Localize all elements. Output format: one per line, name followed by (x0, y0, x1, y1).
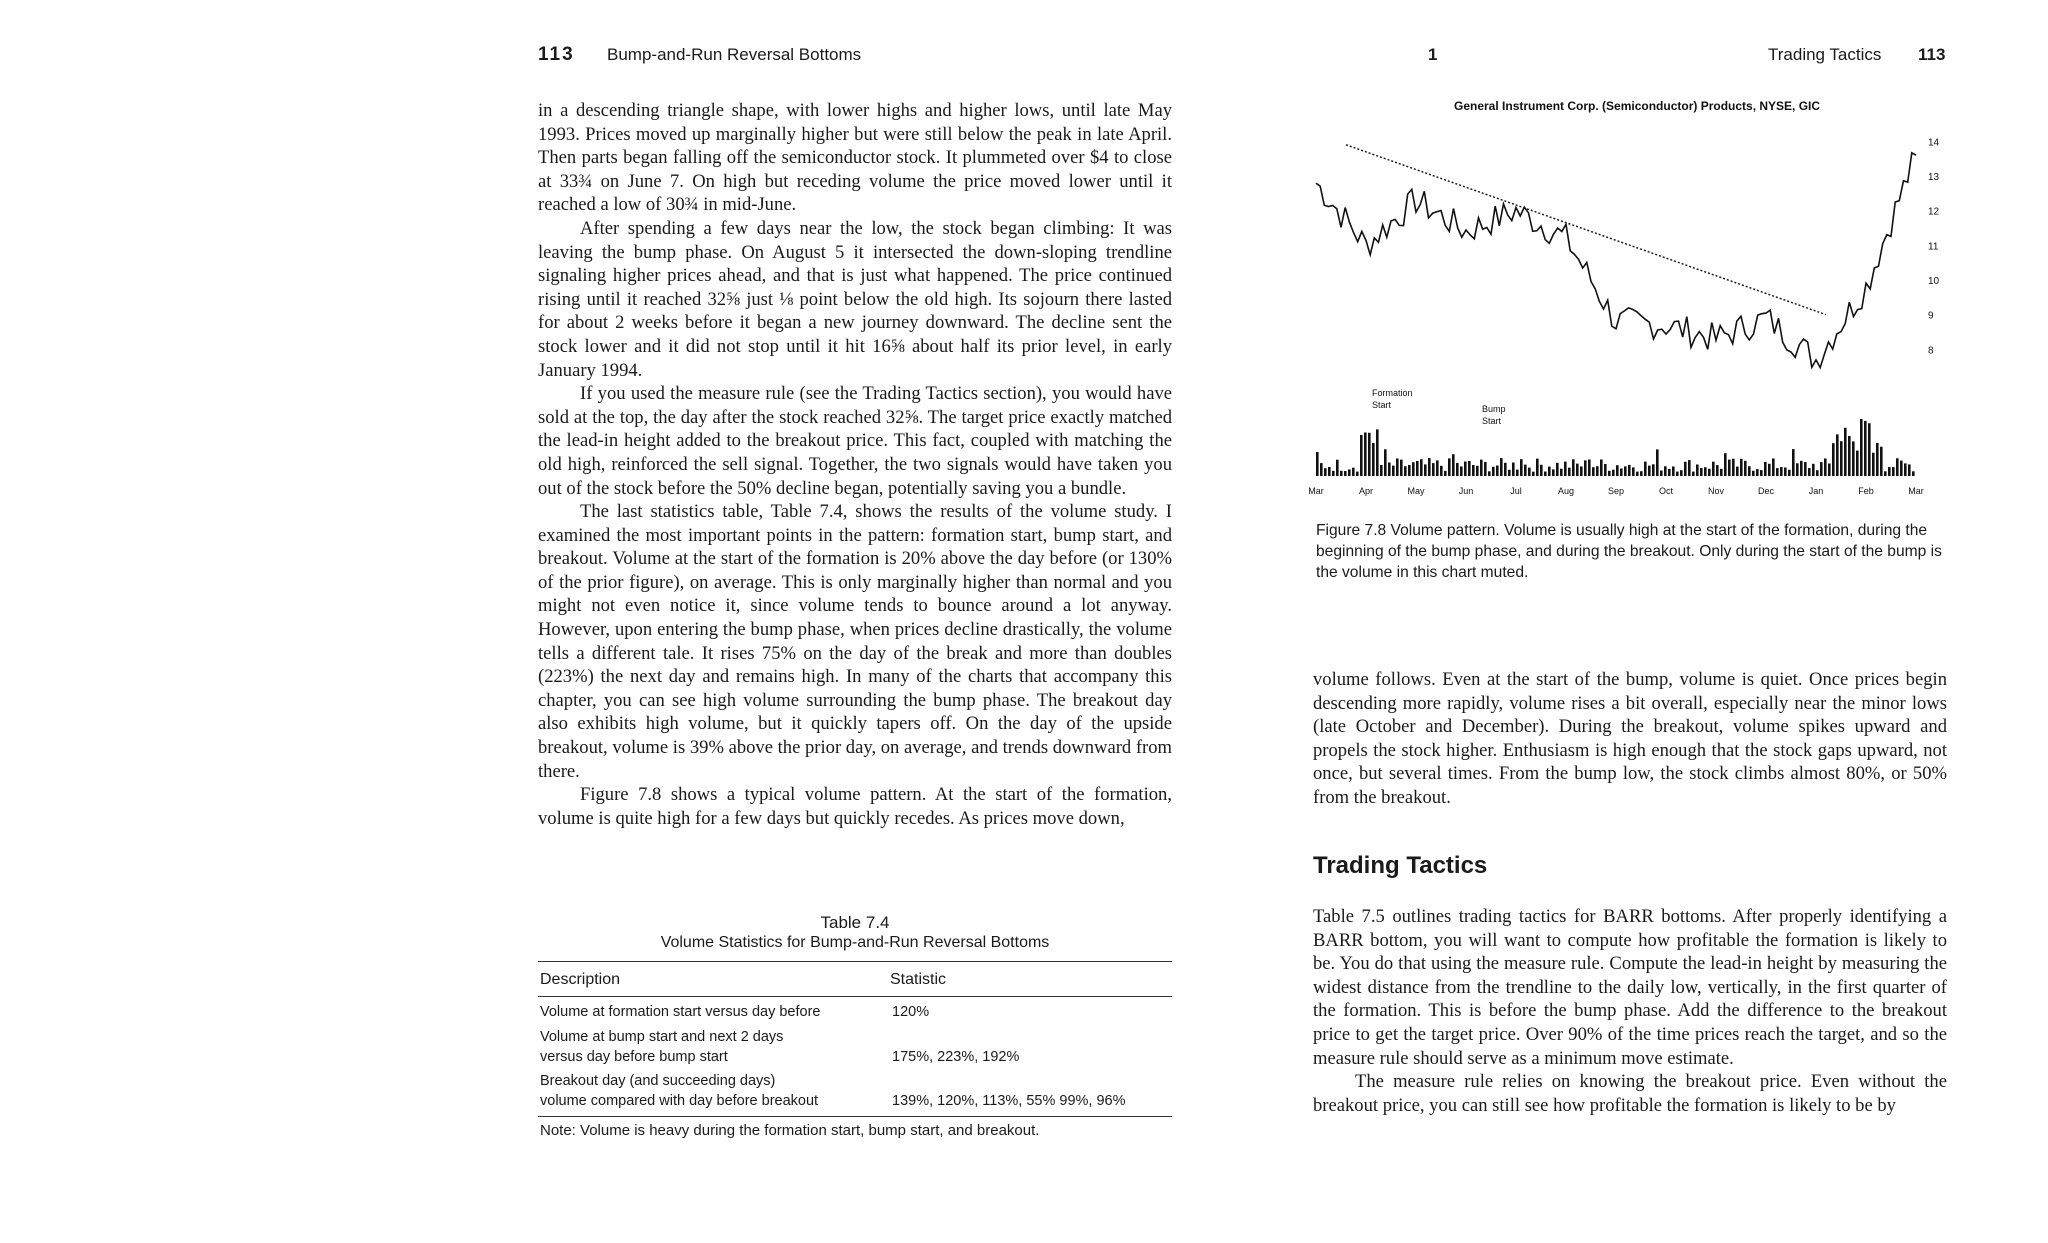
volume-bar (1436, 460, 1439, 476)
volume-bar (1912, 471, 1915, 476)
right-running-title: Trading Tactics (1768, 45, 1882, 64)
volume-bar (1884, 471, 1887, 476)
volume-bar (1868, 423, 1871, 476)
volume-bar (1784, 468, 1787, 477)
volume-bar (1584, 460, 1587, 476)
volume-bar (1668, 469, 1671, 476)
volume-bar (1728, 460, 1731, 476)
volume-bar (1724, 453, 1727, 476)
table-cell-description: Volume at formation start versus day before (540, 1004, 821, 1020)
volume-bar (1604, 464, 1607, 476)
volume-bar (1512, 463, 1515, 477)
annotation-label: Start (1372, 400, 1392, 410)
volume-bar (1484, 462, 1487, 476)
volume-bar (1388, 463, 1391, 477)
y-tick-label: 12 (1928, 206, 1940, 218)
paragraph: in a descending triangle shape, with lower highs and higher lows, until late May 1993. Prices moved up marginally higher but were still below the peak in late April. Then parts began falling off the semiconductor stock. It plummeted over $4 to close at 33¾ on June 7. On high but receding volume the price moved lower until it reached a low of 30¾ in mid-June. (538, 100, 1172, 216)
table-rule (538, 961, 1172, 962)
table-header-statistic: Statistic (890, 971, 947, 988)
volume-bar (1712, 462, 1715, 476)
volume-bar (1732, 459, 1735, 476)
volume-bar (1496, 466, 1499, 477)
table-number: Table 7.4 (820, 913, 890, 932)
volume-bar (1612, 470, 1615, 476)
volume-bar (1648, 466, 1651, 476)
table-header-description: Description (540, 971, 621, 988)
paragraph: The measure rule relies on knowing the breakout price. Even without the breakout price, you can still see how profitable the formation is likely to be by (1313, 1071, 1947, 1116)
table-cell-statistic: 139%, 120%, 113%, 55% 99%, 96% (892, 1093, 1126, 1109)
volume-bar (1876, 443, 1879, 476)
volume-bar (1380, 465, 1383, 476)
volume-bars (1316, 419, 1915, 476)
volume-bar (1632, 467, 1635, 476)
volume-bar (1500, 458, 1503, 476)
volume-bar (1344, 471, 1347, 476)
volume-bar (1864, 421, 1867, 476)
volume-bar (1672, 467, 1675, 477)
volume-bar (1812, 464, 1815, 476)
volume-bar (1720, 469, 1723, 476)
volume-bar (1320, 463, 1323, 476)
volume-bar (1348, 469, 1351, 476)
volume-bar (1356, 472, 1359, 476)
trendline (1346, 145, 1826, 315)
volume-bar (1664, 466, 1667, 476)
volume-bar (1416, 461, 1419, 476)
volume-bar (1516, 470, 1519, 476)
y-tick-label: 10 (1928, 276, 1940, 287)
volume-bar (1316, 452, 1319, 476)
volume-bar (1548, 467, 1551, 476)
volume-bar (1656, 449, 1659, 476)
annotation-label: Start (1482, 416, 1502, 426)
volume-bar (1660, 471, 1663, 477)
volume-bar (1404, 466, 1407, 476)
volume-bar (1676, 472, 1679, 476)
right-body-text (1313, 668, 1947, 810)
volume-bar (1536, 459, 1539, 476)
volume-bar (1468, 461, 1471, 476)
x-tick-label: Mar (1308, 486, 1324, 496)
volume-bar (1624, 466, 1627, 476)
volume-bar (1400, 460, 1403, 476)
x-tick-label: Jul (1510, 486, 1522, 496)
figure-caption: Figure 7.8 Volume pattern. Volume is usually high at the start of the formation, during the beginning of the bump phase, and during the breakout. Only during the start of the bump is the volume in this chart muted. (1316, 522, 1942, 581)
volume-bar (1860, 419, 1863, 476)
volume-bar (1804, 462, 1807, 476)
volume-bar (1396, 459, 1399, 477)
volume-bar (1588, 460, 1591, 477)
volume-bar (1760, 470, 1763, 476)
right-page-number: 113 (1918, 45, 1946, 64)
volume-bar (1708, 469, 1711, 476)
table-title: Volume Statistics for Bump-and-Run Reversal Bottoms (660, 934, 1050, 951)
volume-bar (1716, 465, 1719, 476)
volume-bar (1808, 468, 1811, 476)
volume-bar (1392, 466, 1395, 476)
volume-bar (1364, 433, 1367, 477)
y-tick-label: 9 (1928, 310, 1934, 322)
volume-bar (1564, 462, 1567, 476)
volume-bar (1840, 441, 1843, 476)
paragraph: Table 7.5 outlines trading tactics for BARR bottoms. After properly identifying a BARR bottom, you will want to compute how profitable the formation is likely to be. You do that using the measure rule. Compute the lead-in height by measuring the widest distance from the trendline to the daily low, vertically, in the first quarter of the formation. This is before the bump phase. Add the difference to the breakout price to get the target price. Over 90% of the time prices reach the target, and so the measure rule should serve as a minimum move estimate. (1313, 906, 1947, 1069)
table-cell-statistic: 175%, 223%, 192% (892, 1049, 1020, 1065)
table-cell-description: versus day before bump start (540, 1049, 728, 1065)
volume-bar (1476, 466, 1479, 476)
volume-bar (1792, 449, 1795, 476)
volume-bar (1636, 472, 1639, 476)
volume-bar (1836, 434, 1839, 476)
paragraph: Figure 7.8 shows a typical volume pattern. At the start of the formation, volume is quite high for a few days but quickly recedes. As prices move down, (538, 784, 1172, 829)
volume-bar (1376, 429, 1379, 476)
section-heading: Trading Tactics (1313, 852, 1488, 879)
volume-bar (1412, 462, 1415, 476)
volume-bar (1600, 460, 1603, 477)
table-cell-description: Breakout day (and succeeding days) (540, 1073, 776, 1089)
volume-bar (1756, 469, 1759, 476)
table-cell-description: volume compared with day before breakout (540, 1093, 819, 1109)
volume-bar (1740, 459, 1743, 476)
volume-bar (1900, 461, 1903, 476)
left-body-text (538, 99, 1172, 830)
volume-bar (1788, 470, 1791, 476)
volume-bar (1780, 467, 1783, 476)
volume-bar (1428, 458, 1431, 476)
volume-bar (1688, 460, 1691, 476)
table-cell-description: Volume at bump start and next 2 days (540, 1029, 784, 1045)
volume-bar (1848, 436, 1851, 476)
volume-pattern-chart (1306, 94, 1956, 509)
annotation-label: Bump (1482, 404, 1506, 414)
volume-bar (1616, 465, 1619, 476)
volume-bar (1424, 464, 1427, 476)
volume-bar (1696, 465, 1699, 477)
volume-bar (1352, 468, 1355, 476)
volume-bar (1532, 472, 1535, 476)
volume-bar (1628, 465, 1631, 476)
paragraph: volume follows. Even at the start of the bump, volume is quiet. Once prices begin descending more rapidly, volume rises a bit overall, especially near the minor lows (late October and December). During the breakout, volume spikes upward and propels the stock higher. Enthusiasm is high enough that the stock gaps upward, not once, but several times. From the bump low, the stock climbs almost 80%, or 50% from the breakout. (1313, 669, 1947, 808)
volume-bar (1408, 465, 1411, 476)
y-tick-label: 8 (1928, 345, 1934, 357)
volume-bar (1504, 463, 1507, 476)
volume-bar (1432, 463, 1435, 476)
volume-bar (1736, 467, 1739, 476)
volume-bar (1576, 464, 1579, 476)
volume-bar (1552, 469, 1555, 476)
volume-bar (1368, 433, 1371, 476)
left-page-number: 113 (538, 44, 575, 65)
volume-bar (1460, 467, 1463, 477)
volume-bar (1472, 465, 1475, 476)
volume-bar (1872, 453, 1875, 476)
volume-bar (1644, 462, 1647, 476)
volume-bar (1568, 468, 1571, 476)
volume-bar (1692, 472, 1695, 476)
volume-bar (1560, 469, 1563, 476)
volume-bar (1764, 462, 1767, 476)
volume-bar (1608, 471, 1611, 476)
x-tick-label: Sep (1607, 486, 1625, 496)
volume-bar (1336, 460, 1339, 476)
volume-bar (1508, 470, 1511, 476)
x-tick-label: Aug (1557, 486, 1575, 496)
volume-bar (1772, 459, 1775, 477)
paragraph: After spending a few days near the low, the stock began climbing: It was leaving the bump phase. On August 5 it intersected the down-sloping trendline signaling higher prices ahead, and that is just what happened. The price continued rising until it reached 32⅝ just ⅛ point below the old high. Its sojourn there lasted for about 2 weeks before it began a new journey downward. The decline sent the stock lower and it did not stop until it hit 16⅝ about half its prior level, in early January 1994. (538, 217, 1172, 381)
paragraph: The last statistics table, Table 7.4, shows the results of the volume study. I examined the most important points in the pattern: formation start, bump start, and breakout. Volume at the start of the formation is 20% above the day before (or 130% of the prior figure), on average. This is only marginally higher than normal and you might not even notice it, since volume tends to bounce around a lot anyway. However, upon entering the bump phase, when prices decline drastically, the volume tells a different tale. It rises 75% on the day of the break and more than doubles (223%) the next day and remains high. In many of the charts that accompany this chapter, you can see high volume surrounding the bump phase. The breakout day also exhibits high volume, but it quickly tapers off. On the day of the upside breakout, volume is 39% above the prior day, on average, and trends downward from there. (538, 501, 1172, 782)
volume-bar (1752, 471, 1755, 476)
x-tick-label: Oct (1658, 486, 1674, 496)
volume-bar (1824, 459, 1827, 477)
volume-bar (1324, 468, 1327, 476)
y-tick-label: 14 (1928, 137, 1940, 149)
volume-bar (1580, 467, 1583, 477)
x-tick-label: Feb (1858, 486, 1874, 496)
volume-bar (1820, 462, 1823, 476)
x-axis-ticks (1308, 486, 1924, 496)
volume-bar (1620, 469, 1623, 477)
volume-bar (1904, 463, 1907, 476)
volume-bar (1828, 464, 1831, 477)
volume-bar (1768, 464, 1771, 476)
volume-bar (1524, 465, 1527, 476)
volume-bar (1444, 471, 1447, 476)
price-line (1316, 153, 1916, 368)
volume-bar (1572, 459, 1575, 476)
volume-bar (1852, 441, 1855, 476)
right-body-text (1313, 905, 1947, 1117)
volume-bar (1744, 461, 1747, 476)
volume-bar (1776, 468, 1779, 476)
volume-bar (1592, 467, 1595, 476)
volume-bar (1488, 471, 1491, 476)
volume-bar (1332, 471, 1335, 476)
volume-bar (1596, 466, 1599, 476)
volume-bar (1340, 471, 1343, 476)
volume-bar (1360, 435, 1363, 476)
x-tick-label: Mar (1908, 486, 1924, 496)
volume-bar (1456, 463, 1459, 476)
volume-bar (1832, 443, 1835, 476)
x-tick-label: Jun (1458, 486, 1474, 496)
volume-bar (1480, 460, 1483, 476)
chart-title: General Instrument Corp. (Semiconductor) Products, NYSE, GIC (1454, 99, 1821, 113)
volume-bar (1680, 470, 1683, 476)
volume-bar (1464, 462, 1467, 477)
volume-bar (1544, 472, 1547, 477)
volume-bar (1372, 443, 1375, 476)
right-page-mark: 1 (1428, 45, 1438, 64)
volume-bar (1908, 464, 1911, 476)
volume-bar (1540, 465, 1543, 476)
volume-bar (1684, 462, 1687, 476)
volume-bar (1492, 467, 1495, 476)
volume-bar (1748, 466, 1751, 476)
table-cell-statistic: 120% (892, 1004, 930, 1020)
table-rule (538, 1116, 1172, 1117)
volume-bar (1892, 467, 1895, 476)
x-tick-label: Jan (1808, 486, 1824, 496)
volume-bar (1640, 471, 1643, 476)
volume-bar (1452, 454, 1455, 476)
volume-bar (1520, 459, 1523, 476)
x-tick-label: Dec (1757, 486, 1775, 496)
volume-bar (1652, 464, 1655, 476)
y-tick-label: 11 (1928, 241, 1939, 253)
volume-bar (1384, 449, 1387, 476)
volume-bar (1856, 451, 1859, 476)
volume-bar (1448, 458, 1451, 476)
volume-bar (1420, 459, 1423, 476)
volume-bar (1528, 468, 1531, 476)
volume-bar (1440, 466, 1443, 476)
x-tick-label: Apr (1358, 486, 1374, 496)
table-note: Note: Volume is heavy during the formation start, bump start, and breakout. (540, 1122, 1040, 1139)
y-axis-ticks (1928, 137, 1940, 356)
volume-bar (1796, 463, 1799, 476)
price-series (1316, 145, 1916, 368)
annotation-label: Formation (1372, 388, 1413, 398)
left-running-title: Bump-and-Run Reversal Bottoms (607, 45, 862, 64)
x-tick-label: Nov (1707, 486, 1725, 496)
y-tick-label: 13 (1928, 172, 1940, 183)
x-tick-label: May (1407, 486, 1425, 496)
volume-bar (1896, 458, 1899, 476)
volume-bar (1844, 428, 1847, 476)
paragraph: If you used the measure rule (see the Trading Tactics section), you would have sold at the top, the day after the stock reached 32⅝. The target price exactly matched the lead-in height added to the breakout price. This fact, coupled with matching the old high, reinforced the sell signal. Together, the two signals would have taken you out of the stock before the 50% decline began, potentially saving you a bundle. (538, 383, 1172, 499)
table-rule (538, 996, 1172, 997)
volume-bar (1700, 468, 1703, 476)
volume-bar (1704, 467, 1707, 476)
volume-bar (1800, 461, 1803, 476)
volume-bar (1888, 467, 1891, 476)
volume-bar (1880, 447, 1883, 476)
volume-bar (1816, 470, 1819, 476)
volume-bar (1328, 467, 1331, 476)
volume-bar (1556, 463, 1559, 476)
